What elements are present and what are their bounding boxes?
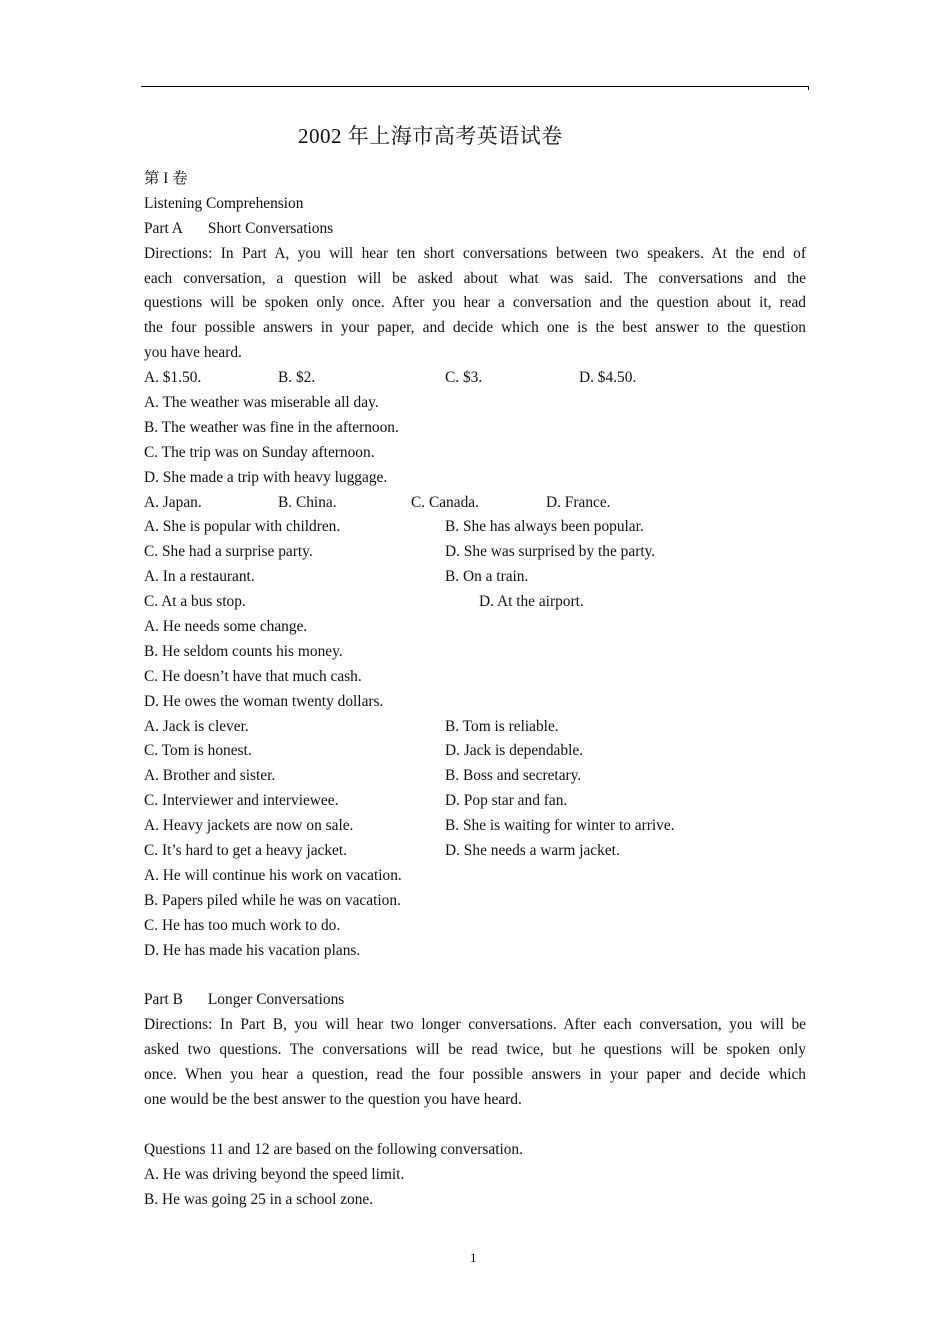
spacer xyxy=(144,1113,806,1138)
section-marker: 第 I 卷 xyxy=(144,170,188,187)
question-8-options-row xyxy=(144,789,806,814)
option: C. He doesn’t have that much cash. xyxy=(144,667,362,685)
question-3-options xyxy=(144,491,806,516)
part-a-directions-line: you have heard. xyxy=(144,344,242,362)
question-4-options-row xyxy=(144,540,806,565)
option: D. She made a trip with heavy luggage. xyxy=(144,468,388,486)
option: A. Jack is clever. xyxy=(144,717,249,735)
option: D. She needs a warm jacket. xyxy=(445,842,620,860)
question-9-options-row xyxy=(144,814,806,839)
option: D. France. xyxy=(546,493,611,511)
part-a-directions-line: the four possible answers in your paper, and decide which one is the best answer to the question xyxy=(144,319,806,337)
part-b-label: Part B xyxy=(144,991,183,1009)
option: A. The weather was miserable all day. xyxy=(144,394,379,412)
part-b-name: Longer Conversations xyxy=(207,991,345,1009)
option: C. He has too much work to do. xyxy=(144,916,341,934)
question-7-options-row xyxy=(144,715,806,740)
option: B. Papers piled while he was on vacation. xyxy=(144,891,401,909)
option: D. She was surprised by the party. xyxy=(445,543,656,561)
question-9-options-row xyxy=(144,839,806,864)
option: C. Canada. xyxy=(411,493,479,511)
part-b-directions-line: one would be the best answer to the question you have heard. xyxy=(144,1090,522,1108)
option: B. China. xyxy=(278,493,337,511)
part-a-name: Short Conversations xyxy=(207,219,334,237)
part-a-label: Part A xyxy=(144,219,183,237)
option: B. He seldom counts his money. xyxy=(144,642,343,660)
option: B. She is waiting for winter to arrive. xyxy=(445,817,675,835)
option: C. The trip was on Sunday afternoon. xyxy=(144,443,375,461)
option: C. She had a surprise party. xyxy=(144,543,313,561)
part-b-heading xyxy=(144,988,806,1013)
part-a-directions-line: each conversation, a question will be asked about what was said. The conversations and the xyxy=(144,269,806,287)
option: C. Interviewer and interviewee. xyxy=(144,792,339,810)
page-number: 1 xyxy=(470,1250,477,1265)
question-1-options xyxy=(144,366,806,391)
question-4-options-row xyxy=(144,515,806,540)
option: D. He owes the woman twenty dollars. xyxy=(144,692,384,710)
option: A. She is popular with children. xyxy=(144,518,341,536)
option: C. It’s hard to get a heavy jacket. xyxy=(144,842,348,860)
part-b-directions-line: once. When you hear a question, read the four possible answers in your paper and decide which xyxy=(144,1066,806,1084)
question-5-options-row xyxy=(144,565,806,590)
part-b-directions-line: Directions: In Part B, you will hear two longer conversations. After each conversation, you will be xyxy=(144,1016,806,1034)
question-8-options-row xyxy=(144,764,806,789)
option: A. He needs some change. xyxy=(144,618,308,636)
spacer xyxy=(144,964,806,989)
question-5-options-row xyxy=(144,590,806,615)
option: C. $3. xyxy=(445,369,483,387)
option: D. Pop star and fan. xyxy=(445,792,568,810)
option: A. He will continue his work on vacation. xyxy=(144,866,402,884)
option: A. Japan. xyxy=(144,493,202,511)
option: D. At the airport. xyxy=(479,593,584,611)
header-rule xyxy=(141,86,809,87)
option: D. He has made his vacation plans. xyxy=(144,941,361,959)
option: B. $2. xyxy=(278,369,316,387)
option: B. The weather was fine in the afternoon. xyxy=(144,418,399,436)
listening-heading: Listening Comprehension xyxy=(144,194,304,212)
option: B. On a train. xyxy=(445,568,529,586)
part-a-directions-line: questions will be spoken only once. After you hear a conversation and the question about it, read xyxy=(144,294,806,312)
option: A. Brother and sister. xyxy=(144,767,276,785)
document-title: 2002 年上海市高考英语试卷 xyxy=(298,124,563,148)
header-rule-tick xyxy=(808,86,809,90)
option: A. $1.50. xyxy=(144,369,202,387)
part-a-directions-line: Directions: In Part A, you will hear ten short conversations between two speakers. At the end of xyxy=(144,244,806,262)
option: D. $4.50. xyxy=(579,369,637,387)
option: C. At a bus stop. xyxy=(144,593,246,611)
option: B. She has always been popular. xyxy=(445,518,644,536)
document-body xyxy=(144,167,806,1212)
questions-11-12-intro: Questions 11 and 12 are based on the following conversation. xyxy=(144,1140,523,1158)
option: C. Tom is honest. xyxy=(144,742,252,760)
option: B. He was going 25 in a school zone. xyxy=(144,1190,374,1208)
option: A. He was driving beyond the speed limit. xyxy=(144,1165,405,1183)
option: A. In a restaurant. xyxy=(144,568,255,586)
option: B. Boss and secretary. xyxy=(445,767,582,785)
option: D. Jack is dependable. xyxy=(445,742,584,760)
question-7-options-row xyxy=(144,739,806,764)
option: B. Tom is reliable. xyxy=(445,717,559,735)
part-b-directions-line: asked two questions. The conversations will be read twice, but he questions will be spoken only xyxy=(144,1041,806,1059)
part-a-heading xyxy=(144,217,806,242)
option: A. Heavy jackets are now on sale. xyxy=(144,817,354,835)
